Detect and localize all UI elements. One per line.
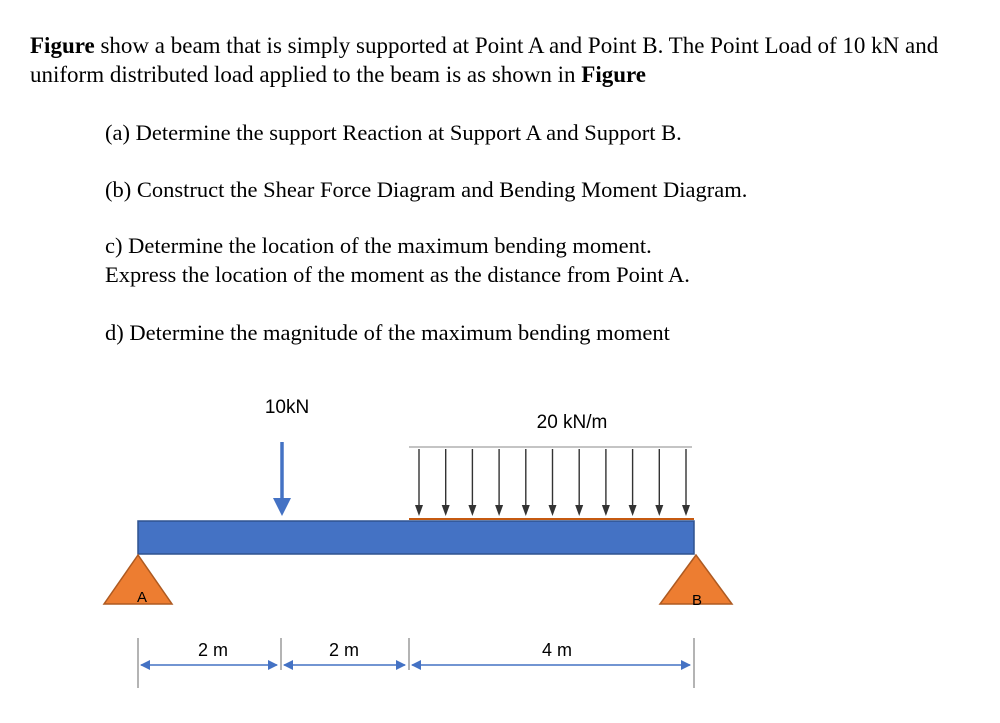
- udl-arrow: [442, 449, 450, 516]
- udl-arrow: [655, 449, 663, 516]
- question-c: [105, 231, 690, 289]
- udl-label: 20 kN/m: [536, 412, 608, 433]
- question-b: (b) Construct the Shear Force Diagram and Bending Moment Diagram.: [105, 177, 748, 202]
- point-load-label: 10kN: [264, 397, 310, 418]
- support-b-label: B: [691, 592, 703, 609]
- figure-ref-1: Figure: [30, 33, 95, 58]
- question-c-line1: c) Determine the location of the maximum bending moment.: [105, 233, 652, 258]
- dimension-label-1: 2 m: [197, 640, 229, 660]
- udl-arrow: [682, 449, 690, 516]
- udl-arrow: [629, 449, 637, 516]
- point-load-arrow: [273, 442, 291, 516]
- udl-arrow: [495, 449, 503, 516]
- udl-arrow: [522, 449, 530, 516]
- dimension-label-3: 4 m: [541, 640, 573, 660]
- problem-text: show a beam that is simply supported at Point A and Point B. The Point Load of 10 kN and uniform distributed load applied to the beam is as shown in: [30, 33, 939, 87]
- question-d: d) Determine the magnitude of the maximum bending moment: [105, 320, 670, 345]
- udl-arrows: [415, 449, 690, 516]
- udl-arrow: [549, 449, 557, 516]
- udl-arrow: [468, 449, 476, 516]
- beam: [138, 521, 694, 554]
- udl-arrow: [575, 449, 583, 516]
- question-a: (a) Determine the support Reaction at Support A and Support B.: [105, 120, 682, 145]
- dimension-label-2: 2 m: [328, 640, 360, 660]
- beam-diagram: [0, 380, 1000, 723]
- figure-ref-2: Figure: [581, 62, 647, 87]
- problem-statement: [30, 31, 980, 89]
- udl-arrow: [602, 449, 610, 516]
- support-a-label: A: [136, 589, 148, 606]
- udl-arrow: [415, 449, 423, 516]
- question-c-line2: Express the location of the moment as the distance from Point A.: [105, 262, 690, 287]
